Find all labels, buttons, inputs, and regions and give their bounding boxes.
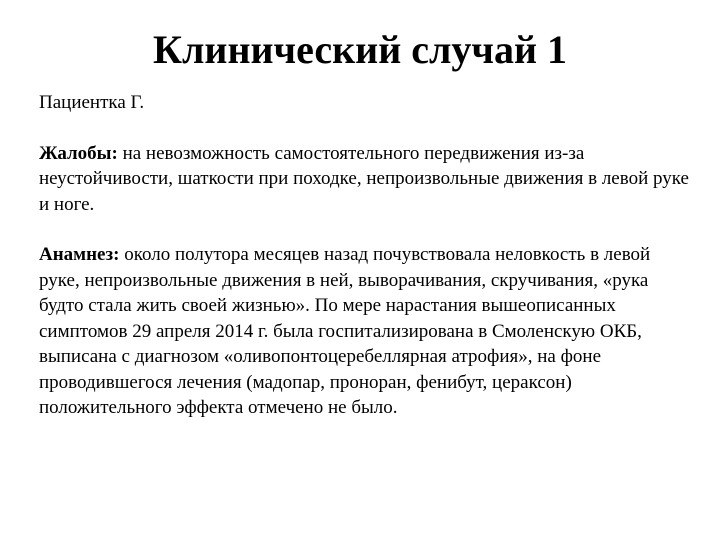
slide-body [39, 90, 689, 421]
slide-title: Клинический случай 1 [152, 27, 568, 72]
anamnesis-text: около полутора месяцев назад почувствовала неловкость в левой руке, непроизвольные движения в ней, выворачивания, скручивания, «рука будто стала жить своей жизнью». По мере нарастания вышеописанных симптомов 29 апреля 2014 г. была госпитализирована в Смоленскую ОКБ, выписана с диагнозом «оливопонтоцеребеллярная атрофия», на фоне проводившегося лечения (мадопар, проноран, фенибут, цераксон) положительного эффекта отмечено не было. [39, 244, 651, 418]
anamnesis-paragraph [39, 242, 689, 421]
complaints-label: Жалобы: [39, 142, 118, 164]
anamnesis-label: Анамнез: [39, 244, 120, 265]
spacer [39, 116, 689, 141]
spacer [39, 217, 689, 242]
complaints-paragraph [39, 141, 689, 218]
complaints-text: на невозможность самостоятельного передвижения из-за неустойчивости, шаткости при походке, непроизвольные движения в левой руке и ноге. [39, 142, 689, 215]
patient-line: Пациентка Г. [39, 92, 145, 113]
